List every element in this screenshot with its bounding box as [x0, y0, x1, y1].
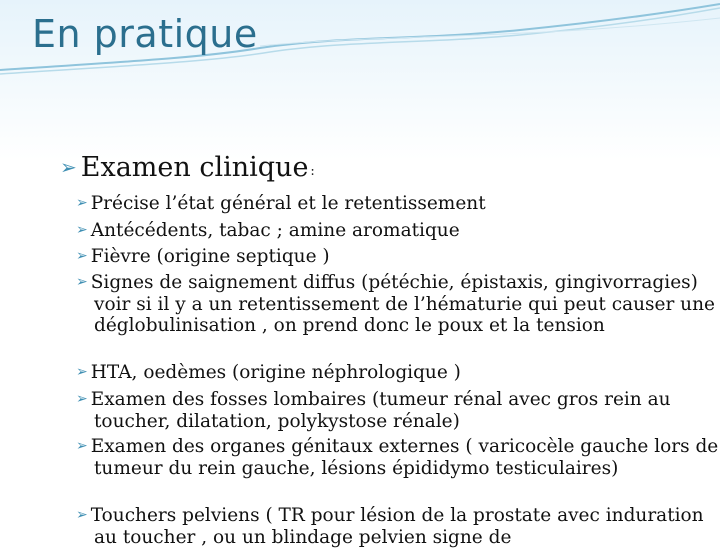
list-item-text: Touchers pelviens ( TR pour lésion de la prostate avec induration au toucher , ou un blindage pelvien signe de [90, 505, 704, 548]
list-item-text: Examen des fosses lombaires (tumeur rénal avec gros rein au toucher, dilatation, polykystose rénale) [90, 389, 671, 432]
list-item-text: Fièvre (origine septique ) [90, 246, 330, 267]
list-item-text: HTA, oedèmes (origine néphrologique ) [90, 362, 461, 383]
list-item [76, 505, 720, 548]
list-item [76, 436, 720, 479]
arrow-bullet-icon: ➢ [76, 195, 88, 211]
arrow-bullet-icon: ➢ [76, 391, 88, 407]
arrow-bullet-icon: ➢ [76, 222, 88, 238]
section-heading-colon: : [310, 164, 315, 179]
list-item [76, 193, 706, 215]
arrow-bullet-icon: ➢ [76, 274, 88, 290]
list-item-text: Signes de saignement diffus (pétéchie, épistaxis, gingivorragies) voir si il y a un retentissement de l’hématurie qui peut causer une déglobulinisation , on prend donc le poux et la tension [90, 272, 715, 336]
list-item-text: Examen des organes génitaux externes ( varicocèle gauche lors de tumeur du rein gauche, lésions épididymo testiculaires) [90, 436, 719, 479]
arrow-bullet-icon: ➢ [76, 248, 88, 264]
list-item [76, 362, 706, 384]
slide-title: En pratique [32, 12, 258, 56]
arrow-bullet-icon: ➢ [76, 364, 88, 380]
section-heading [60, 152, 315, 183]
arrow-bullet-icon: ➢ [60, 155, 77, 179]
list-item [76, 389, 720, 432]
list-item [76, 246, 706, 268]
section-heading-text: Examen clinique [80, 152, 309, 183]
list-item [76, 220, 706, 242]
arrow-bullet-icon: ➢ [76, 507, 88, 523]
arrow-bullet-icon: ➢ [76, 438, 88, 454]
list-item-text: Précise l’état général et le retentissement [90, 193, 486, 214]
list-item [76, 272, 720, 337]
list-item-text: Antécédents, tabac ; amine aromatique [90, 220, 460, 241]
